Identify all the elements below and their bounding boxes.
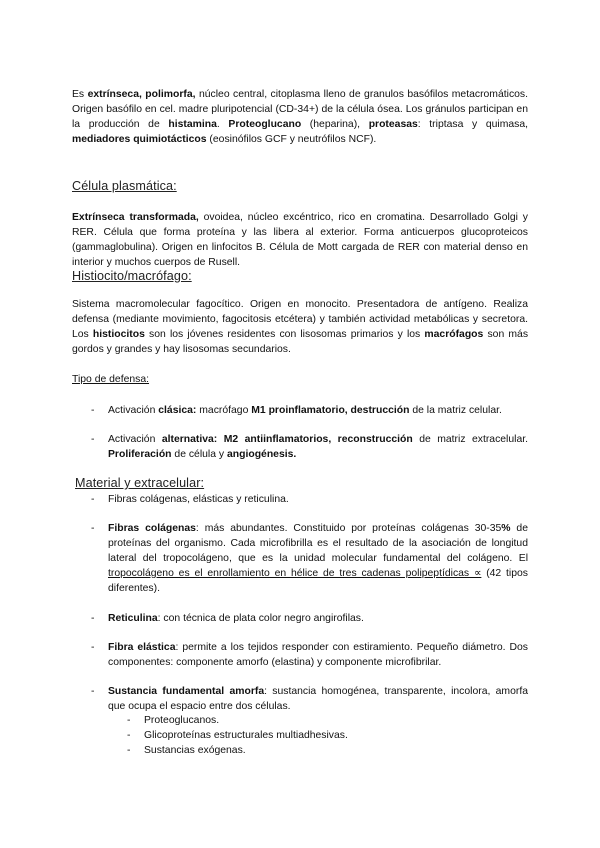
bullet-dash: - bbox=[91, 405, 95, 416]
list-item-alternativa: - Activación alternativa: M2 antiinflamatorios, reconstrucción de matriz extracelular. Proliferación de célula y angiogénesis. bbox=[91, 434, 528, 460]
list-item-fibras: - Fibras colágenas, elásticas y reticulina. bbox=[91, 494, 289, 505]
sublist-item: - Proteoglucanos. bbox=[127, 715, 220, 726]
sublist-item: - Sustancias exógenas. bbox=[127, 745, 246, 756]
plasmatica-paragraph: Extrínseca transformada, ovoidea, núcleo excéntrico, rico en cromatina. Desarrollado Golgi y RER. Célula que forma proteína y las libera al exterior. Forma anticuerpos glucoproteicos (gammaglobulina). Origen en linfocitos B. Célula de Mott cargada de RER con material denso en interior y muchos cuerpos de Rusell. bbox=[72, 212, 528, 268]
list-item-sustancia: - Sustancia fundamental amorfa: sustancia homogénea, transparente, incolora, amorfa que ocupa el espacio entre dos células. bbox=[91, 686, 528, 712]
bullet-dash: - bbox=[91, 686, 95, 697]
plasmatica-heading: Célula plasmática: bbox=[72, 179, 177, 193]
bullet-dash: - bbox=[91, 523, 95, 534]
list-item-reticulina: - Reticulina: con técnica de plata color negro angirofilas. bbox=[91, 613, 364, 624]
sublist-item: - Glicoproteínas estructurales multiadhesivas. bbox=[127, 730, 348, 741]
histiocito-paragraph: Sistema macromolecular fagocítico. Origen en monocito. Presentadora de antígeno. Realiza defensa (mediante movimiento, fagocitosis etcétera) y también actividad metabólicas y secretora. Los histiocitos son los jóvenes residentes con lisosomas primarios y los macrófagos son más gordos y grandes y hay lisosomas secundarios. bbox=[72, 299, 529, 355]
bullet-dash: - bbox=[91, 494, 95, 505]
list-item-clasica: - Activación clásica: macrófago M1 proinflamatorio, destrucción de la matriz celular. bbox=[91, 405, 502, 416]
bullet-dash: - bbox=[91, 434, 95, 445]
bullet-dash: - bbox=[91, 642, 95, 653]
list-item-elastica: - Fibra elástica: permite a los tejidos responder con estiramiento. Pequeño diámetro. Dos componentes: componente amorfo (elastina) y componente microfibrilar. bbox=[91, 642, 528, 668]
bullet-dash: - bbox=[91, 613, 95, 624]
histiocito-heading: Histiocito/macrófago: bbox=[72, 269, 192, 283]
intro-paragraph: Es extrínseca, polimorfa, núcleo central, citoplasma lleno de granulos basófilos metacromáticos. Origen basófilo en cel. madre pluripotencial (CD-34+) de la célula ósea. Los gránulos participan en la producción de histamina. Proteoglucano (heparina), proteasas: triptasa y quimasa, mediadores quimiotácticos (eosinófilos GCF y neutrófilos NCF). bbox=[72, 89, 528, 145]
material-heading: Material y extracelular: bbox=[75, 476, 205, 490]
defensa-subheading: Tipo de defensa: bbox=[72, 374, 150, 385]
list-item-colagenas: - Fibras colágenas: más abundantes. Constituido por proteínas colágenas 30-35% de proteínas del organismo. Cada microfibrilla es el resultado de la asociación de longitud lateral del tropocolágeno, que es la unidad molecular fundamental del colágeno. El tropocolágeno es el enrollamiento en hélice de tres cadenas polipeptídicas ∝ (42 tipos diferentes). bbox=[91, 523, 528, 594]
